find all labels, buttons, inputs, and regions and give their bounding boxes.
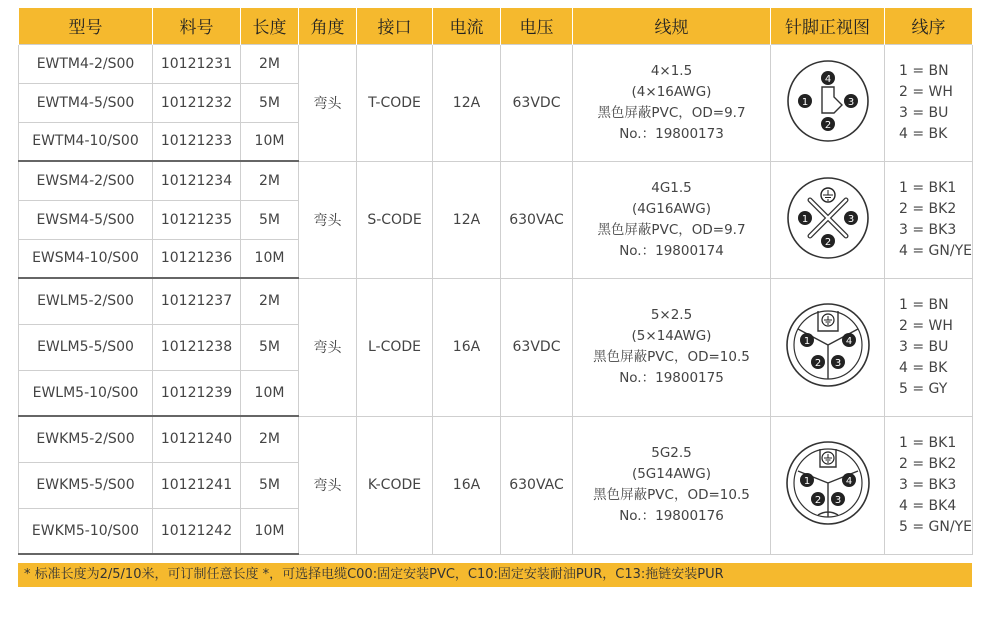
length-cell: 2M (241, 278, 299, 324)
spec-line: (4×16AWG) (631, 83, 712, 100)
wire-order-cell (885, 416, 973, 554)
part-number-cell: 10121236 (153, 239, 241, 278)
voltage-cell: 630VAC (501, 416, 573, 554)
wire-line: 2 = BK2 (899, 455, 957, 472)
pin-2-label: 2 (824, 236, 831, 248)
table-row (19, 278, 973, 324)
wire-line: 1 = BN (899, 62, 949, 79)
voltage-cell: 63VDC (501, 278, 573, 416)
t-code-pin-diagram (772, 45, 884, 157)
product-table-container (18, 8, 972, 587)
voltage-cell: 630VAC (501, 161, 573, 278)
header-part-number: 料号 (153, 8, 241, 44)
angle-cell: 弯头 (299, 44, 357, 161)
wire-line: 3 = BK3 (899, 476, 957, 493)
interface-cell: L-CODE (357, 278, 433, 416)
header-interface: 接口 (357, 8, 433, 44)
part-number-cell: 10121231 (153, 44, 241, 83)
angle-cell: 弯头 (299, 416, 357, 554)
current-cell: 12A (433, 161, 501, 278)
pin-1-label: 1 (801, 213, 808, 225)
table-row (19, 416, 973, 462)
part-number-cell: 10121234 (153, 161, 241, 200)
length-cell: 2M (241, 416, 299, 462)
k-code-pin-diagram (772, 427, 884, 539)
header-angle: 角度 (299, 8, 357, 44)
part-number-cell: 10121239 (153, 370, 241, 416)
wire-line: 4 = BK4 (899, 497, 957, 514)
angle-cell: 弯头 (299, 161, 357, 278)
l-code-pin-diagram (772, 289, 884, 401)
wire-line: 3 = BU (899, 338, 949, 355)
part-number-cell: 10121235 (153, 200, 241, 239)
header-current: 电流 (433, 8, 501, 44)
table-row (19, 161, 973, 200)
wire-line: 4 = BK (899, 125, 948, 142)
wire-line: 4 = GN/YE (899, 242, 972, 259)
length-cell: 10M (241, 122, 299, 161)
model-cell: EWKM5-10/S00 (19, 508, 153, 554)
wire-line: 3 = BU (899, 104, 949, 121)
length-cell: 5M (241, 83, 299, 122)
spec-line: 5×2.5 (650, 307, 693, 323)
wire-line: 1 = BK1 (899, 179, 957, 196)
wire-line: 2 = WH (899, 83, 953, 100)
spec-line: (4G16AWG) (631, 200, 712, 217)
pin-4-label: 4 (824, 73, 831, 85)
cable-spec-cell (573, 44, 771, 161)
cable-spec-cell (573, 416, 771, 554)
part-number-cell: 10121238 (153, 324, 241, 370)
model-cell: EWSM4-2/S00 (19, 161, 153, 200)
pin-view-cell (771, 416, 885, 554)
wire-line: 2 = BK2 (899, 200, 957, 217)
spec-line: 4G1.5 (651, 179, 692, 196)
header-voltage: 电压 (501, 8, 573, 44)
s-code-pin-diagram (772, 162, 884, 274)
pin-3-label: 3 (847, 96, 854, 108)
pin-3-label: 3 (847, 213, 854, 225)
current-cell: 12A (433, 44, 501, 161)
model-cell: EWTM4-2/S00 (19, 44, 153, 83)
pin-view-cell (771, 278, 885, 416)
model-cell: EWLM5-5/S00 (19, 324, 153, 370)
wire-line: 1 = BK1 (899, 434, 957, 451)
pin-4-label: 4 (845, 336, 852, 347)
header-pin-view: 针脚正视图 (771, 8, 885, 44)
wire-line: 5 = GN/YE (899, 518, 972, 535)
spec-line: 黑色屏蔽PVC，OD=10.5 (593, 487, 750, 503)
pin-2-label: 2 (814, 495, 821, 506)
spec-line: No.：19800175 (619, 370, 724, 386)
spec-line: 4×1.5 (650, 62, 693, 79)
header-cable-spec: 线规 (573, 8, 771, 44)
model-cell: EWKM5-2/S00 (19, 416, 153, 462)
header-wire-order: 线序 (885, 8, 973, 44)
part-number-cell: 10121241 (153, 462, 241, 508)
spec-line: 黑色屏蔽PVC，OD=9.7 (597, 221, 746, 238)
spec-line: 5G2.5 (651, 445, 692, 461)
interface-cell: K-CODE (357, 416, 433, 554)
header-length: 长度 (241, 8, 299, 44)
wire-line: 2 = WH (899, 317, 953, 334)
footnote-bar: * 标准长度为2/5/10米，可订制任意长度 *，可选择电缆C00:固定安装PVC，C10:固定安装耐油PUR，C13:拖链安装PUR (18, 563, 972, 587)
pin-view-cell (771, 44, 885, 161)
header-model: 型号 (19, 8, 153, 44)
spec-line: (5×14AWG) (631, 328, 712, 344)
length-cell: 10M (241, 508, 299, 554)
cable-spec-cell (573, 278, 771, 416)
table-header-row (19, 8, 973, 44)
current-cell: 16A (433, 416, 501, 554)
length-cell: 2M (241, 44, 299, 83)
part-number-cell: 10121237 (153, 278, 241, 324)
model-cell: EWLM5-10/S00 (19, 370, 153, 416)
interface-cell: S-CODE (357, 161, 433, 278)
spec-line: (5G14AWG) (631, 466, 712, 482)
model-cell: EWSM4-10/S00 (19, 239, 153, 278)
current-cell: 16A (433, 278, 501, 416)
length-cell: 5M (241, 200, 299, 239)
wire-order-cell (885, 44, 973, 161)
model-cell: EWKM5-5/S00 (19, 462, 153, 508)
spec-line: No.：19800176 (619, 508, 724, 524)
pin-1-label: 1 (803, 336, 810, 347)
cable-spec-cell (573, 161, 771, 278)
spec-line: 黑色屏蔽PVC，OD=9.7 (597, 104, 746, 121)
connector-cable-table (18, 8, 973, 555)
spec-line: No.：19800173 (619, 125, 724, 142)
pin-4-label: 4 (845, 476, 852, 487)
spec-line: 黑色屏蔽PVC，OD=10.5 (593, 349, 750, 365)
part-number-cell: 10121242 (153, 508, 241, 554)
spec-line: No.：19800174 (619, 242, 724, 259)
length-cell: 2M (241, 161, 299, 200)
voltage-cell: 63VDC (501, 44, 573, 161)
pin-1-label: 1 (803, 476, 810, 487)
wire-line: 3 = BK3 (899, 221, 957, 238)
pin-view-cell (771, 161, 885, 278)
model-cell: EWTM4-5/S00 (19, 83, 153, 122)
model-cell: EWSM4-5/S00 (19, 200, 153, 239)
model-cell: EWTM4-10/S00 (19, 122, 153, 161)
part-number-cell: 10121240 (153, 416, 241, 462)
angle-cell: 弯头 (299, 278, 357, 416)
part-number-cell: 10121233 (153, 122, 241, 161)
length-cell: 5M (241, 324, 299, 370)
length-cell: 10M (241, 239, 299, 278)
wire-order-cell (885, 161, 973, 278)
length-cell: 10M (241, 370, 299, 416)
table-row (19, 44, 973, 83)
interface-cell: T-CODE (357, 44, 433, 161)
length-cell: 5M (241, 462, 299, 508)
wire-line: 4 = BK (899, 359, 948, 376)
pin-3-label: 3 (834, 358, 841, 369)
pin-3-label: 3 (834, 495, 841, 506)
pin-2-label: 2 (814, 358, 821, 369)
wire-line: 5 = GY (899, 380, 948, 397)
part-number-cell: 10121232 (153, 83, 241, 122)
model-cell: EWLM5-2/S00 (19, 278, 153, 324)
wire-order-cell (885, 278, 973, 416)
pin-2-label: 2 (824, 119, 831, 131)
pin-1-label: 1 (801, 96, 808, 108)
wire-line: 1 = BN (899, 296, 949, 313)
